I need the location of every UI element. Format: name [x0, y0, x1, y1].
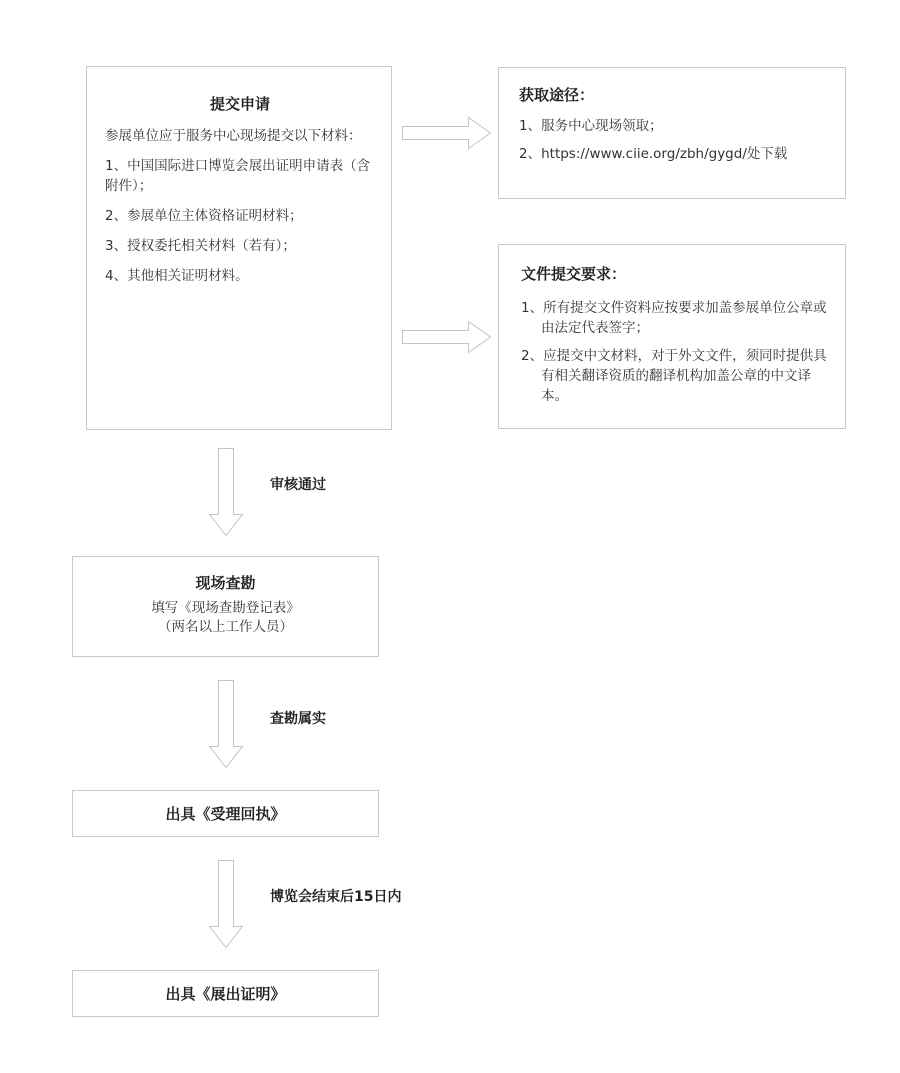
submit-application-box [86, 66, 392, 430]
file-requirements-box [498, 244, 846, 429]
obtain-channels-box [498, 67, 846, 199]
submit-item-2: 2、参展单位主体资格证明材料； [105, 208, 303, 224]
issue-certificate-title: 出具《展出证明》 [165, 985, 286, 1003]
down-arrow-icon-1 [209, 448, 243, 536]
down-arrow-icon-2 [209, 680, 243, 768]
onsite-inspection-box [72, 556, 379, 657]
obtain-item-2: 2、https://www.ciie.org/zbh/gygd/处下载 [519, 146, 788, 162]
submit-application-title: 提交申请 [209, 95, 270, 113]
issue-receipt-box [72, 790, 379, 837]
requirement-item-2: 2、应提交中文材料，对于外文文件，须同时提供具有相关翻译资质的翻译机构加盖公章的中文译本。 [521, 348, 827, 404]
step-label-approved: 审核通过 [270, 477, 326, 493]
right-arrow-icon-bottom [402, 321, 492, 353]
inspection-form-text: 填写《现场查勘登记表》 [151, 600, 300, 616]
down-arrow-icon-3 [209, 860, 243, 948]
submit-item-3: 3、授权委托相关材料（若有）； [105, 238, 296, 254]
onsite-inspection-title: 现场查勘 [195, 574, 256, 592]
obtain-item-1: 1、服务中心现场领取； [519, 118, 663, 134]
step-label-verified: 查勘属实 [270, 711, 326, 727]
issue-certificate-box [72, 970, 379, 1017]
inspection-staff-note: （两名以上工作人员） [158, 619, 293, 635]
submit-item-4: 4、其他相关证明材料。 [105, 268, 249, 284]
file-requirements-title: 文件提交要求： [521, 265, 627, 283]
issue-receipt-title: 出具《受理回执》 [165, 805, 286, 823]
right-arrow-icon-top [402, 117, 492, 149]
step-label-within-days: 博览会结束后15日内 [270, 889, 402, 905]
submit-intro-text: 参展单位应于服务中心现场提交以下材料： [105, 128, 362, 144]
obtain-channels-title: 获取途径： [519, 86, 595, 104]
submit-item-1: 1、中国国际进口博览会展出证明申请表（含附件）； [105, 158, 371, 194]
requirement-item-1: 1、所有提交文件资料应按要求加盖参展单位公章或由法定代表签字； [521, 300, 827, 336]
